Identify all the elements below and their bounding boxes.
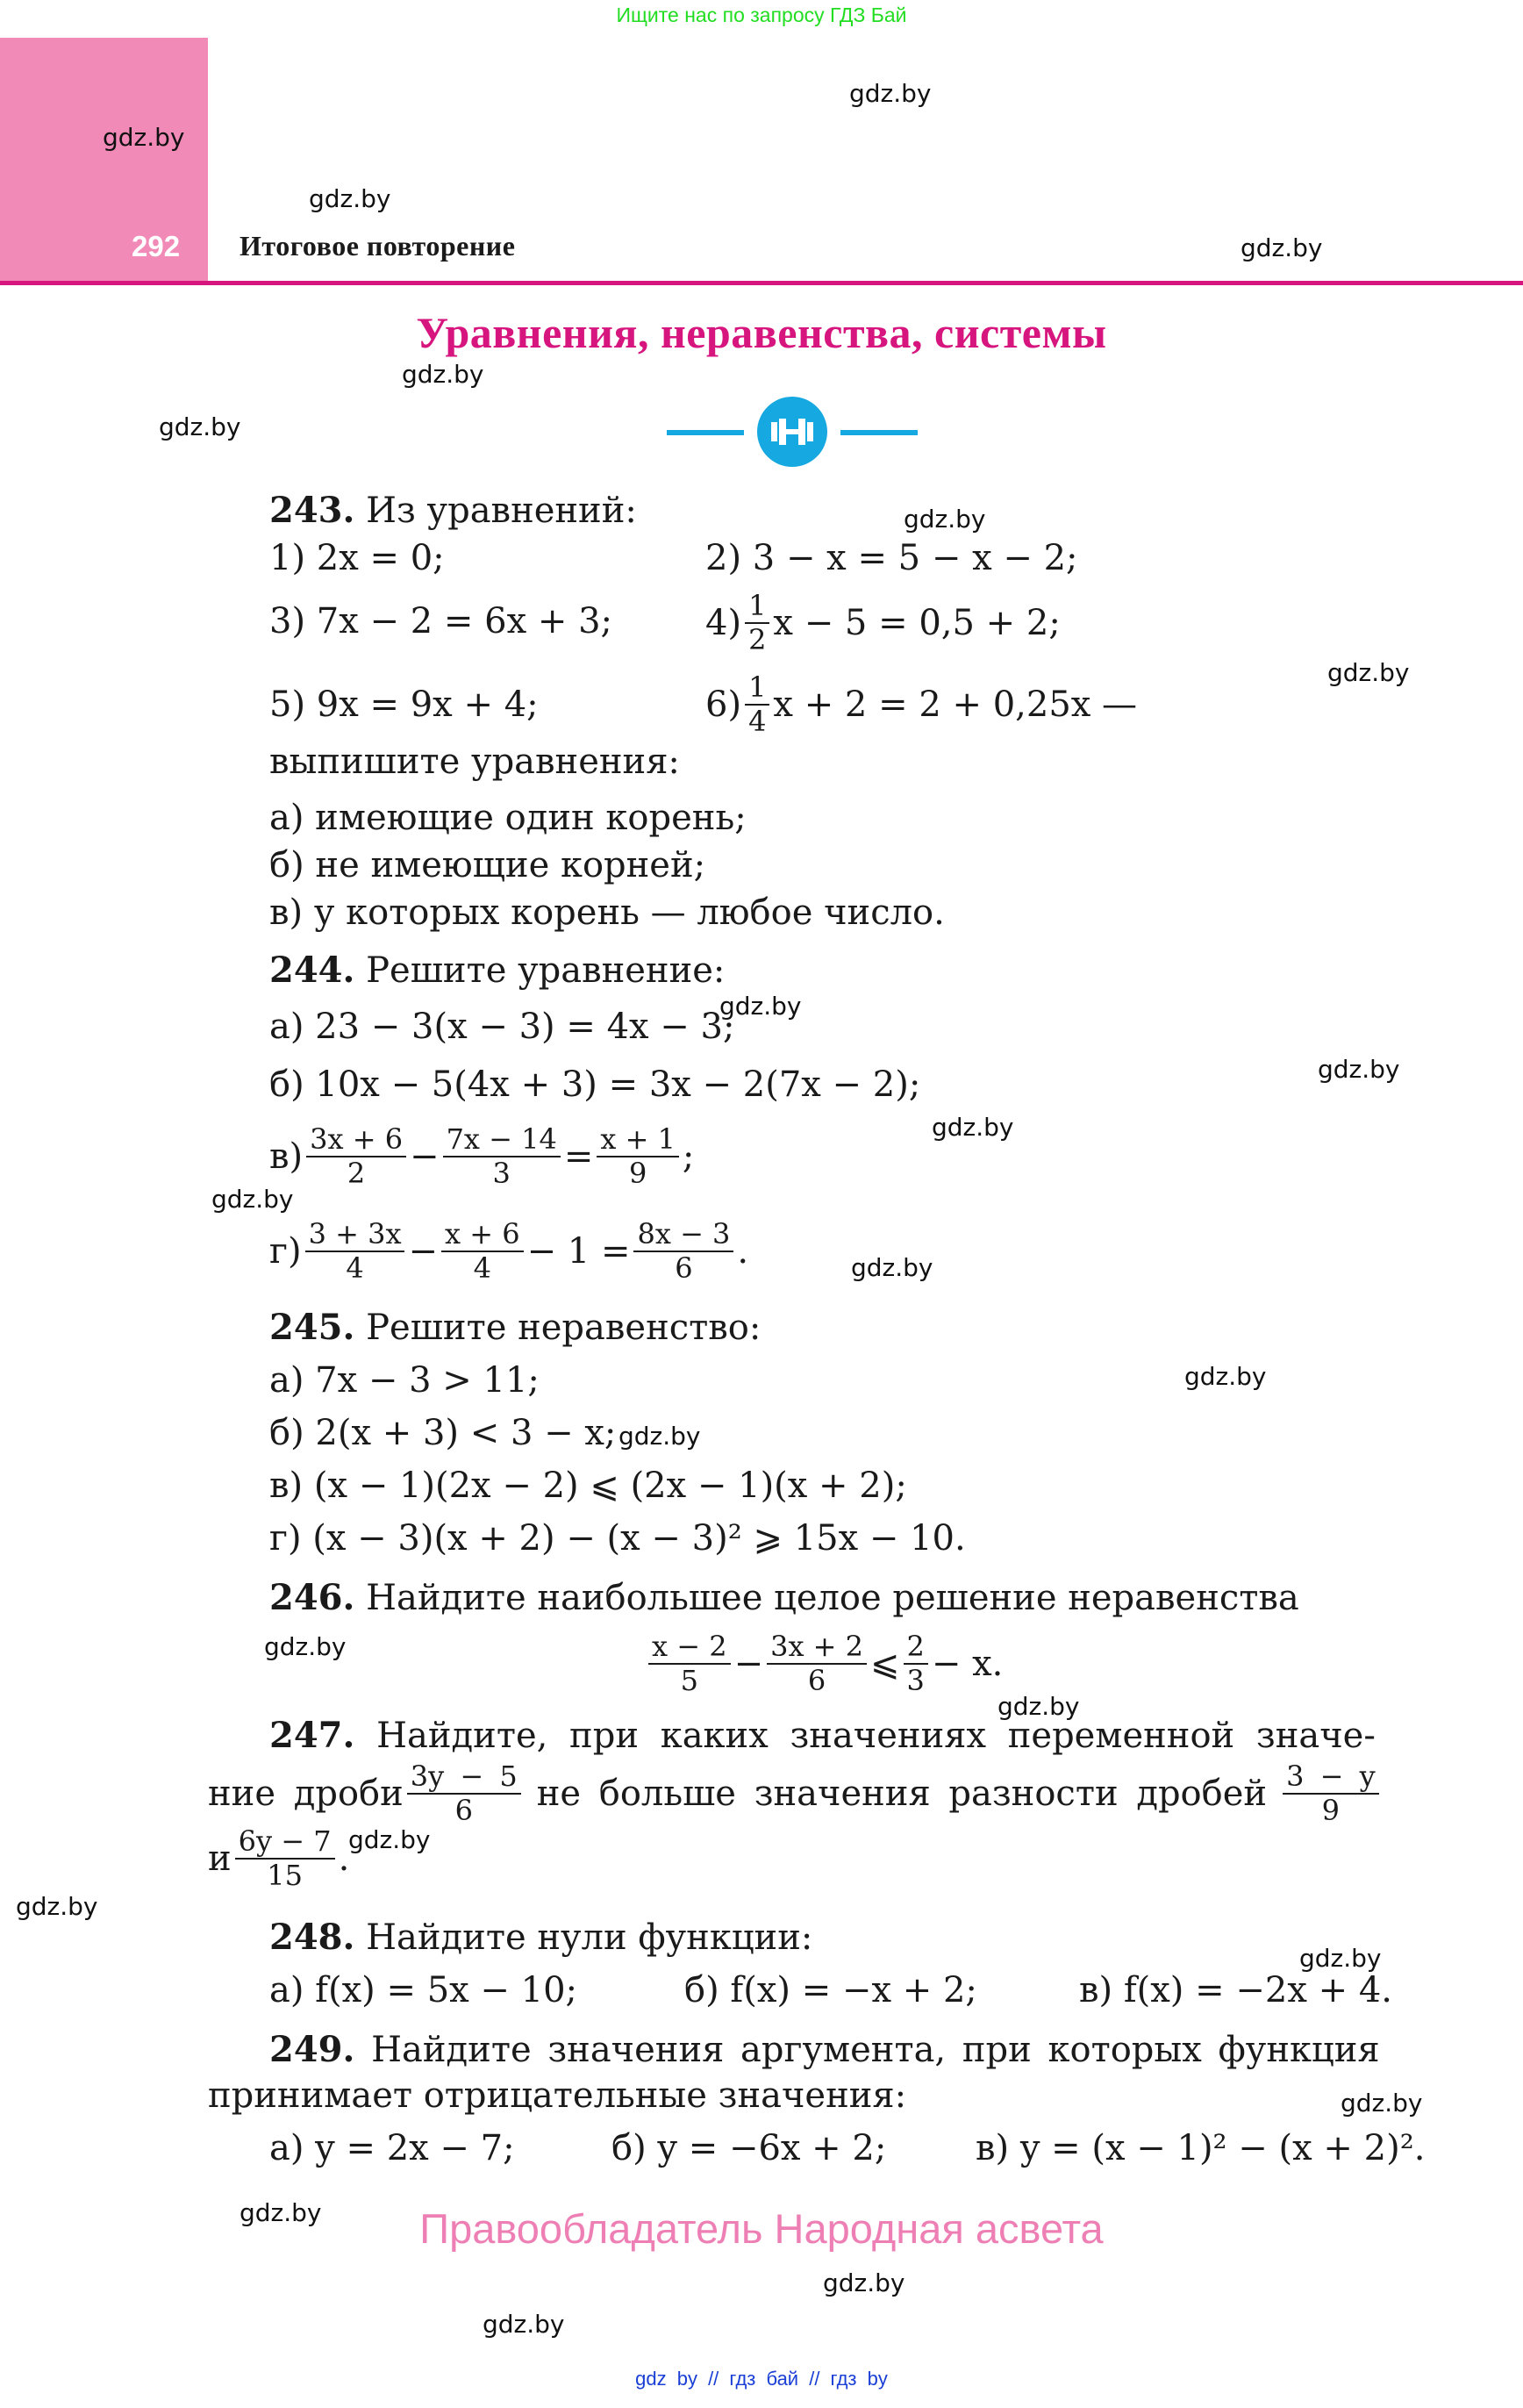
exercise-245-heading: 245. Решите неравенство:: [269, 1307, 762, 1348]
equation-item: г) $\frac{3 + 3x}{4}$ − $\frac{x + 6}{4}$ − 1 = $\frac{8x - 3}{6}$ .: [269, 1217, 749, 1285]
inequality-item: г) (x − 3)(x + 2) − (x − 3)² ⩾ 15x − 10.: [269, 1518, 966, 1559]
fraction: $\frac{3 - y}{9}$: [1283, 1760, 1379, 1827]
function-item: а) f(x) = 5x − 10;: [269, 1970, 578, 2010]
equation-item: 2) 3 − x = 5 − x − 2;: [705, 538, 1078, 578]
function-item: а) y = 2x − 7;: [269, 2128, 515, 2168]
fraction: $\frac{1}{4}$: [745, 671, 769, 738]
watermark: gdz.by: [823, 2268, 905, 2297]
fraction: $\frac{2}{3}$: [904, 1630, 928, 1697]
exercise-246-heading: 246. Найдите наибольшее целое решение неравенства: [269, 1577, 1299, 1618]
watermark: gdz.by: [849, 79, 932, 108]
fraction: $\frac{3x + 2}{6}$: [767, 1630, 867, 1697]
watermark: gdz.by: [1318, 1055, 1400, 1084]
watermark: gdz.by: [1299, 1944, 1382, 1973]
watermark: gdz.by: [1184, 1362, 1267, 1391]
watermark: gdz.by: [904, 505, 986, 534]
exercise-247-heading: 247. Найдите, при каких значениях переменной значе-: [269, 1715, 1376, 1756]
exercise-244-heading: 244. Решите уравнение:: [269, 950, 726, 991]
watermark: gdz.by: [483, 2310, 565, 2339]
subitem: а) имеющие один корень;: [269, 798, 747, 838]
inequality-item: в) (x − 1)(2x − 2) ⩽ (2x − 1)(x + 2);: [269, 1466, 907, 1506]
dumbbell-icon: [757, 397, 827, 467]
fraction: $\frac{7x - 14}{3}$: [443, 1123, 561, 1190]
watermark: gdz.by: [159, 412, 241, 441]
fraction: $\frac{x + 1}{9}$: [597, 1123, 679, 1190]
equation-item: 6) $\frac{1}{4}$ x + 2 = 2 + 0,25x —: [705, 670, 1138, 738]
watermark: gdz.by: [1327, 658, 1410, 687]
inequality-item: а) 7x − 3 > 11;: [269, 1360, 540, 1401]
page-title: Уравнения, неравенства, системы: [416, 308, 1107, 357]
equation-item: в) $\frac{3x + 6}{2}$ − $\frac{7x - 14}{3}$ = $\frac{x + 1}{9}$ ;: [269, 1122, 695, 1190]
function-item: в) y = (x − 1)² − (x + 2)².: [976, 2128, 1426, 2168]
equation-item: 3) 7x − 2 = 6x + 3;: [269, 601, 613, 641]
inequality-expression: $\frac{x - 2}{5}$ − $\frac{3x + 2}{6}$ ⩽ $\frac{2}{3}$ − x.: [645, 1630, 1003, 1697]
divider-right: [840, 430, 918, 435]
watermark: gdz.by: [240, 2198, 322, 2227]
subitem: б) не имеющие корней;: [269, 845, 706, 885]
fraction: $\frac{8x - 3}{6}$: [633, 1218, 733, 1285]
watermark: gdz.by: [309, 184, 391, 213]
fraction: $\frac{1}{2}$: [745, 590, 769, 656]
footer-links[interactable]: gdz by // гдз бай // гдз by: [635, 2368, 888, 2390]
equation-item: а) 23 − 3(x − 3) = 4x − 3;: [269, 1007, 735, 1047]
watermark: gdz.by: [851, 1253, 933, 1282]
watermark: gdz.by: [1241, 233, 1323, 262]
watermark: gdz.by: [997, 1692, 1080, 1721]
function-item: б) y = −6x + 2;: [611, 2128, 887, 2168]
exercise-prompt: Из уравнений:: [366, 491, 637, 531]
copyright-notice: Правообладатель Народная асвета: [419, 2205, 1104, 2252]
fraction: $\frac{3x + 6}{2}$: [306, 1123, 406, 1190]
exercise-243-heading: [269, 490, 637, 531]
exercise-249-line: принимает отрицательные значения:: [208, 2075, 907, 2116]
watermark: gdz.by: [211, 1185, 294, 1214]
watermark: gdz.by: [264, 1632, 347, 1661]
exercise-247-line: и $\frac{6y - 7}{15}$ .: [208, 1824, 350, 1892]
watermark: gdz.by: [618, 1422, 701, 1451]
function-item: б) f(x) = −x + 2;: [684, 1970, 977, 2010]
header-rule: [0, 281, 1523, 285]
watermark: gdz.by: [348, 1825, 431, 1854]
instruction: выпишите уравнения:: [269, 742, 680, 782]
function-item: в) f(x) = −2x + 4.: [1079, 1970, 1392, 2010]
fraction: $\frac{x + 6}{4}$: [441, 1218, 524, 1285]
fraction: $\frac{3 + 3x}{4}$: [305, 1218, 405, 1285]
equation-item: 1) 2x = 0;: [269, 538, 445, 578]
watermark: gdz.by: [16, 1892, 98, 1921]
top-banner: Ищите нас по запросу ГДЗ Бай: [616, 4, 907, 26]
subitem: в) у которых корень — любое число.: [269, 892, 945, 933]
page-number: 292: [132, 230, 181, 262]
fraction: $\frac{x - 2}{5}$: [648, 1630, 731, 1697]
equation-item: б) 10x − 5(4x + 3) = 3x − 2(7x − 2);: [269, 1064, 921, 1105]
inequality-item: б) 2(x + 3) < 3 − x;: [269, 1413, 617, 1453]
divider-left: [667, 430, 744, 435]
exercise-248-heading: 248. Найдите нули функции:: [269, 1917, 813, 1958]
fraction: $\frac{6y - 7}{15}$: [235, 1825, 335, 1892]
watermark: gdz.by: [932, 1113, 1014, 1142]
section-label: Итоговое повторение: [240, 230, 516, 262]
fraction: $\frac{3y - 5}{6}$: [407, 1760, 521, 1827]
watermark: gdz.by: [402, 360, 484, 389]
watermark: gdz.by: [103, 123, 185, 152]
exercise-247-line: ние дроби $\frac{3y - 5}{6}$ не больше значения разности дробей $\frac{3 - y}{9}$: [208, 1760, 1383, 1827]
watermark: gdz.by: [719, 992, 802, 1021]
equation-item: 4) $\frac{1}{2}$ x − 5 = 0,5 + 2;: [705, 589, 1061, 656]
equation-item: 5) 9x = 9x + 4;: [269, 684, 539, 725]
exercise-249-heading: 249. Найдите значения аргумента, при которых функция: [269, 2029, 1380, 2070]
watermark: gdz.by: [1341, 2089, 1423, 2118]
exercise-number: 243.: [269, 490, 355, 531]
